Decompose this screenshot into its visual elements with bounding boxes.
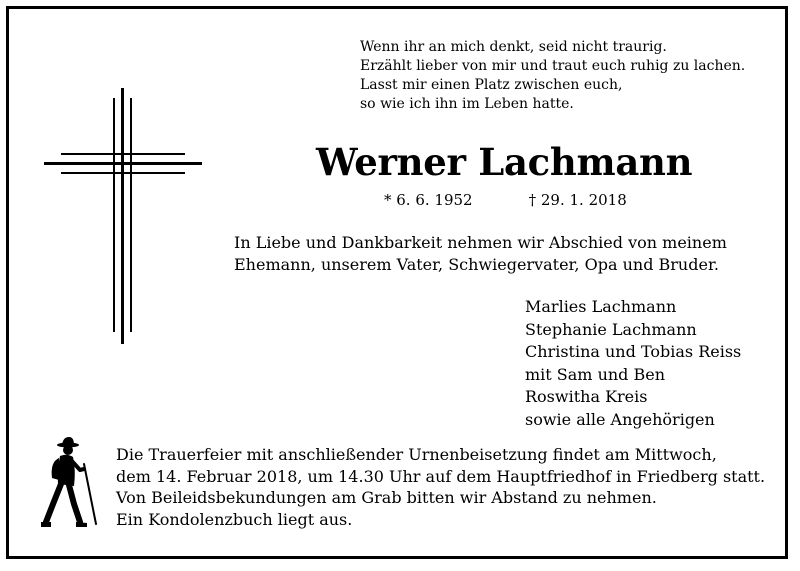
poem-line: Erzählt lieber von mir und traut euch ruhig zu lachen. bbox=[360, 58, 746, 74]
birth-date: * 6. 6. 1952 bbox=[384, 191, 473, 209]
funeral-line: Die Trauerfeier mit anschließender Urnenbeisetzung findet am Mittwoch, bbox=[116, 445, 717, 464]
farewell-line: Ehemann, unserem Vater, Schwiegervater, Opa und Bruder. bbox=[234, 255, 719, 274]
deceased-name: Werner Lachmann bbox=[316, 140, 693, 184]
death-date: † 29. 1. 2018 bbox=[528, 191, 627, 209]
funeral-line: Von Beileidsbekundungen am Grab bitten wir Abstand zu nehmen. bbox=[116, 488, 657, 507]
poem bbox=[360, 38, 745, 114]
mourner-name: Stephanie Lachmann bbox=[525, 319, 697, 339]
hiker-icon bbox=[40, 436, 102, 528]
funeral-info bbox=[116, 444, 765, 530]
cross-icon bbox=[44, 88, 202, 344]
poem-line: Wenn ihr an mich denkt, seid nicht traurig. bbox=[360, 39, 667, 55]
funeral-line: dem 14. Februar 2018, um 14.30 Uhr auf dem Hauptfriedhof in Friedberg statt. bbox=[116, 466, 766, 486]
mourner-name: Roswitha Kreis bbox=[525, 387, 648, 407]
funeral-line: Ein Kondolenzbuch liegt aus. bbox=[116, 509, 353, 529]
mourners-list bbox=[525, 296, 741, 432]
farewell-text bbox=[234, 232, 760, 276]
mourner-name: Marlies Lachmann bbox=[525, 297, 677, 316]
life-dates bbox=[384, 191, 627, 209]
poem-line: so wie ich ihn im Leben hatte. bbox=[360, 96, 574, 112]
mourner-name: Christina und Tobias Reiss bbox=[525, 342, 742, 362]
mourner-name: mit Sam und Ben bbox=[525, 364, 666, 384]
mourner-name: sowie alle Angehörigen bbox=[525, 409, 715, 429]
poem-line: Lasst mir einen Platz zwischen euch, bbox=[360, 77, 623, 93]
farewell-line: In Liebe und Dankbarkeit nehmen wir Abschied von meinem bbox=[234, 233, 727, 252]
